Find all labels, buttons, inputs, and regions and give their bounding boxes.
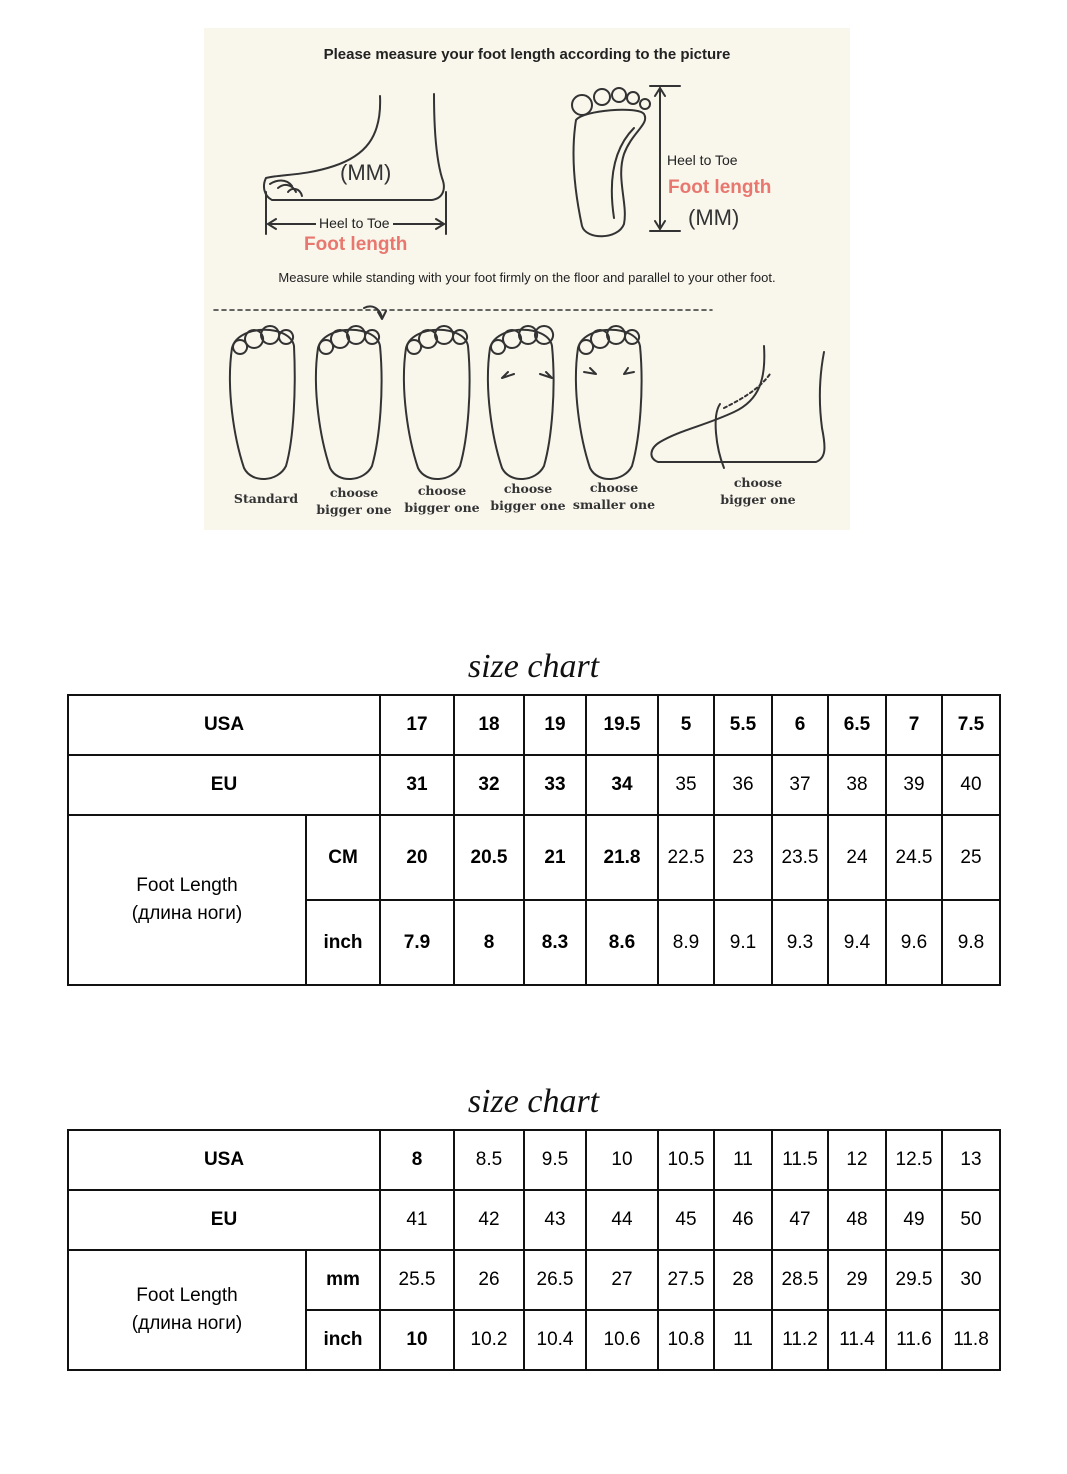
usa-cell: 7 <box>886 695 942 755</box>
foot-type-caption: choose bigger one <box>720 475 796 507</box>
inch-cell: 9.3 <box>772 900 828 985</box>
usa-row <box>68 695 1000 755</box>
foot-type-caption: choose bigger one <box>490 481 566 513</box>
foot-type-caption: choose smaller one <box>572 480 656 512</box>
inch-cell: 8.3 <box>524 900 586 985</box>
sole-foot-length: Foot length <box>668 177 772 198</box>
inch-cell: 11 <box>714 1310 772 1370</box>
eu-cell: 47 <box>772 1190 828 1250</box>
usa-cell: 8 <box>380 1130 454 1190</box>
mm-cell: 27 <box>586 1250 658 1310</box>
usa-label: USA <box>68 695 380 755</box>
inch-cell: 11.4 <box>828 1310 886 1370</box>
eu-cell: 32 <box>454 755 524 815</box>
size-chart-table <box>67 694 1001 986</box>
cm-label: CM <box>306 815 380 900</box>
measuring-guide <box>204 28 850 530</box>
usa-cell: 10.5 <box>658 1130 714 1190</box>
measure-note: Measure while standing with your foot firmly on the floor and parallel to your other foot. <box>278 270 776 285</box>
eu-cell: 48 <box>828 1190 886 1250</box>
usa-cell: 8.5 <box>454 1130 524 1190</box>
cm-cell: 20.5 <box>454 815 524 900</box>
mm-cell: 30 <box>942 1250 1000 1310</box>
mm-cell: 27.5 <box>658 1250 714 1310</box>
usa-cell: 19 <box>524 695 586 755</box>
mm-cell: 25.5 <box>380 1250 454 1310</box>
cm-cell: 20 <box>380 815 454 900</box>
eu-label: EU <box>68 755 380 815</box>
inch-cell: 9.4 <box>828 900 886 985</box>
mm-label: mm <box>306 1250 380 1310</box>
eu-cell: 41 <box>380 1190 454 1250</box>
usa-cell: 6.5 <box>828 695 886 755</box>
eu-cell: 43 <box>524 1190 586 1250</box>
inch-cell: 8.9 <box>658 900 714 985</box>
size-chart-title: size chart <box>467 648 600 685</box>
usa-cell: 13 <box>942 1130 1000 1190</box>
mm-cell: 29 <box>828 1250 886 1310</box>
inch-label: inch <box>306 900 380 985</box>
eu-cell: 39 <box>886 755 942 815</box>
inch-cell: 7.9 <box>380 900 454 985</box>
eu-cell: 34 <box>586 755 658 815</box>
mm-cell: 26 <box>454 1250 524 1310</box>
cm-cell: 25 <box>942 815 1000 900</box>
usa-cell: 11 <box>714 1130 772 1190</box>
size-chart-title: size chart <box>467 1083 600 1120</box>
cm-cell: 21.8 <box>586 815 658 900</box>
mm-row <box>68 1250 1000 1310</box>
eu-cell: 40 <box>942 755 1000 815</box>
inch-cell: 8 <box>454 900 524 985</box>
inch-cell: 11.2 <box>772 1310 828 1370</box>
cm-cell: 22.5 <box>658 815 714 900</box>
mm-cell: 28 <box>714 1250 772 1310</box>
side-foot-length: Foot length <box>304 234 408 255</box>
inch-cell: 11.6 <box>886 1310 942 1370</box>
usa-cell: 17 <box>380 695 454 755</box>
inch-cell: 10.4 <box>524 1310 586 1370</box>
usa-label: USA <box>68 1130 380 1190</box>
eu-cell: 37 <box>772 755 828 815</box>
foot-length-label: Foot Length (длина ноги) <box>68 815 306 985</box>
sole-unit-label: (MM) <box>688 205 740 230</box>
eu-cell: 44 <box>586 1190 658 1250</box>
inch-label: inch <box>306 1310 380 1370</box>
eu-cell: 38 <box>828 755 886 815</box>
usa-cell: 18 <box>454 695 524 755</box>
foot-length-label: Foot Length (длина ноги) <box>68 1250 306 1370</box>
eu-cell: 50 <box>942 1190 1000 1250</box>
size-chart-table <box>67 1129 1001 1371</box>
cm-cell: 23.5 <box>772 815 828 900</box>
foot-type-caption: choose bigger one <box>404 483 480 515</box>
usa-cell: 10 <box>586 1130 658 1190</box>
inch-cell: 10 <box>380 1310 454 1370</box>
usa-cell: 5 <box>658 695 714 755</box>
usa-cell: 9.5 <box>524 1130 586 1190</box>
inch-cell: 9.6 <box>886 900 942 985</box>
foot-type-caption: Standard <box>233 491 299 506</box>
inch-cell: 10.2 <box>454 1310 524 1370</box>
cm-cell: 23 <box>714 815 772 900</box>
mm-cell: 29.5 <box>886 1250 942 1310</box>
inch-cell: 10.8 <box>658 1310 714 1370</box>
usa-cell: 5.5 <box>714 695 772 755</box>
foot-type-caption: choose bigger one <box>316 485 392 517</box>
cm-cell: 24 <box>828 815 886 900</box>
eu-cell: 31 <box>380 755 454 815</box>
eu-cell: 46 <box>714 1190 772 1250</box>
eu-row <box>68 1190 1000 1250</box>
eu-label: EU <box>68 1190 380 1250</box>
eu-cell: 33 <box>524 755 586 815</box>
usa-cell: 7.5 <box>942 695 1000 755</box>
usa-cell: 11.5 <box>772 1130 828 1190</box>
cm-row <box>68 815 1000 900</box>
sole-heel-to-toe: Heel to Toe <box>667 152 738 168</box>
mm-cell: 26.5 <box>524 1250 586 1310</box>
eu-cell: 49 <box>886 1190 942 1250</box>
inch-cell: 10.6 <box>586 1310 658 1370</box>
inch-cell: 9.8 <box>942 900 1000 985</box>
inch-cell: 11.8 <box>942 1310 1000 1370</box>
usa-cell: 6 <box>772 695 828 755</box>
inch-cell: 8.6 <box>586 900 658 985</box>
usa-cell: 12.5 <box>886 1130 942 1190</box>
side-unit-label: (MM) <box>340 160 392 185</box>
eu-row <box>68 755 1000 815</box>
eu-cell: 36 <box>714 755 772 815</box>
usa-cell: 12 <box>828 1130 886 1190</box>
cm-cell: 24.5 <box>886 815 942 900</box>
usa-cell: 19.5 <box>586 695 658 755</box>
eu-cell: 35 <box>658 755 714 815</box>
side-heel-to-toe: Heel to Toe <box>316 215 393 231</box>
eu-cell: 45 <box>658 1190 714 1250</box>
inch-cell: 9.1 <box>714 900 772 985</box>
usa-row <box>68 1130 1000 1190</box>
mm-cell: 28.5 <box>772 1250 828 1310</box>
guide-title: Please measure your foot length according to the picture <box>323 46 731 63</box>
cm-cell: 21 <box>524 815 586 900</box>
eu-cell: 42 <box>454 1190 524 1250</box>
